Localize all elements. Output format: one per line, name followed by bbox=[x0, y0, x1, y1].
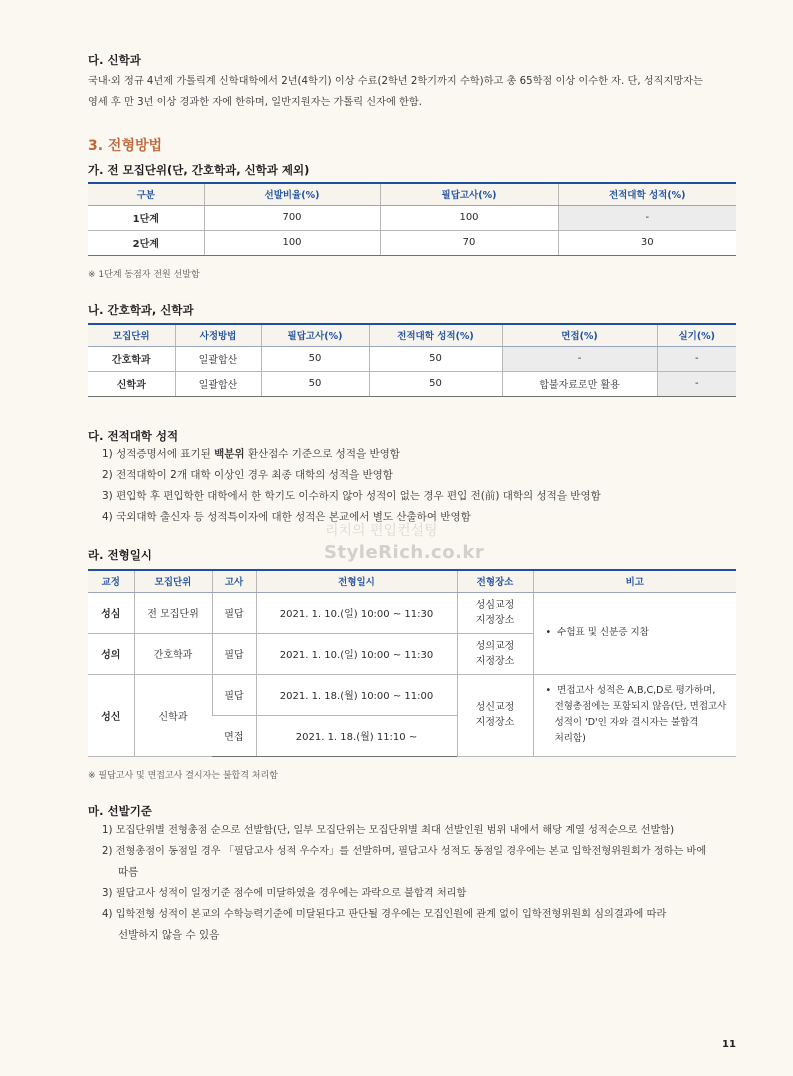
ga-cell: 70 bbox=[380, 230, 558, 255]
ra-remark-text: 처리함) bbox=[554, 733, 586, 744]
ga-cell: 100 bbox=[380, 205, 558, 230]
ra-remark-text: 면접고사 성적은 A,B,C,D로 평가하며, bbox=[557, 685, 716, 696]
da-heading: 다. 전적대학 성적 bbox=[88, 429, 179, 443]
na-cell: 일괄합산 bbox=[175, 371, 261, 396]
theology-paragraph-line1: 국내·외 정규 4년제 가톨릭계 신학대학에서 2년(4학기) 이상 수료(2학년 2학기까지 수학)하고 총 65학점 이상 이수한 자. 단, 성직지망자는 bbox=[88, 76, 703, 87]
ra-header-cell: 모집단위 bbox=[134, 570, 212, 592]
ra-place bbox=[457, 633, 533, 674]
ga-row-label: 2단계 bbox=[88, 230, 204, 255]
na-cell: - bbox=[657, 371, 736, 396]
na-cell: - bbox=[502, 346, 657, 371]
ga-heading: 가. 전 모집단위(단, 간호학과, 신학과 제외) bbox=[88, 163, 310, 177]
ra-cell: 필답 bbox=[212, 592, 256, 633]
ra-header-cell: 전형일시 bbox=[256, 570, 457, 592]
na-cell: 50 bbox=[369, 346, 502, 371]
ra-place-line: 성심교정 bbox=[475, 599, 515, 611]
table-row bbox=[88, 230, 736, 255]
ra-cell: 간호학과 bbox=[134, 633, 212, 674]
ra-place-line: 성신교정 bbox=[475, 702, 515, 713]
section-3-title: 3. 전형방법 bbox=[88, 138, 163, 154]
bullet: • bbox=[545, 685, 552, 696]
ra-cell: 전 모집단위 bbox=[134, 592, 212, 633]
ra-table bbox=[88, 569, 736, 757]
ra-remark-text: 성적이 'D'인 자와 결시자는 불합격 bbox=[554, 717, 699, 728]
table-row bbox=[88, 674, 736, 715]
ra-cell: 면접 bbox=[212, 715, 256, 756]
ra-place-line: 지정장소 bbox=[475, 614, 515, 626]
ra-campus: 성신 bbox=[88, 674, 134, 756]
ra-remark-text: 전형총점에는 포함되지 않음(단, 면접고사 bbox=[554, 701, 727, 712]
ma-item-3: 3) 필답고사 성적이 일정기준 점수에 미달하였을 경우에는 과락으로 불합격 처리함 bbox=[102, 888, 467, 899]
na-cell: 일괄합산 bbox=[175, 346, 261, 371]
ra-remark-1 bbox=[533, 592, 736, 674]
na-heading: 나. 간호학과, 신학과 bbox=[88, 303, 194, 317]
na-header-cell: 사정방법 bbox=[175, 324, 261, 346]
ga-note: ※ 1단계 동점자 전원 선발함 bbox=[88, 270, 200, 280]
ra-header-cell: 고사 bbox=[212, 570, 256, 592]
na-header-cell: 모집단위 bbox=[88, 324, 175, 346]
ga-cell: 30 bbox=[558, 230, 736, 255]
na-cell: 50 bbox=[261, 346, 369, 371]
ra-place-line: 지정장소 bbox=[475, 717, 515, 728]
ra-remark-2 bbox=[533, 674, 736, 756]
ga-header-cell: 선발비율(%) bbox=[204, 183, 380, 205]
ra-heading: 라. 전형일시 bbox=[88, 548, 152, 562]
na-cell: 합불자료로만 활용 bbox=[502, 371, 657, 396]
ga-header-cell: 전적대학 성적(%) bbox=[558, 183, 736, 205]
table-row bbox=[88, 346, 736, 371]
na-row-label: 신학과 bbox=[88, 371, 175, 396]
na-row-label: 간호학과 bbox=[88, 346, 175, 371]
ga-cell: 100 bbox=[204, 230, 380, 255]
ra-place-line: 지정장소 bbox=[475, 655, 515, 667]
da-item-1-pre: 1) 성적증명서에 표기된 bbox=[102, 448, 215, 460]
ra-cell: 2021. 1. 10.(일) 10:00 ~ 11:30 bbox=[256, 592, 457, 633]
ga-header-cell: 구분 bbox=[88, 183, 204, 205]
ma-item-2-cont: 따름 bbox=[118, 866, 139, 878]
ra-cell: 2021. 1. 18.(월) 10:00 ~ 11:00 bbox=[256, 674, 457, 715]
ra-campus: 성심 bbox=[88, 592, 134, 633]
ga-cell: 700 bbox=[204, 205, 380, 230]
ra-place-line: 성의교정 bbox=[475, 640, 515, 652]
ra-campus: 성의 bbox=[88, 633, 134, 674]
na-header-cell: 면접(%) bbox=[502, 324, 657, 346]
watermark: StyleRich.co.kr bbox=[324, 542, 485, 563]
table-row bbox=[88, 592, 736, 633]
ra-cell: 필답 bbox=[212, 633, 256, 674]
ga-table bbox=[88, 182, 736, 256]
ra-cell: 필답 bbox=[212, 674, 256, 715]
table-row bbox=[88, 205, 736, 230]
na-cell: 50 bbox=[369, 371, 502, 396]
ma-item-2: 2) 전형총점이 동점일 경우 「필답고사 성적 우수자」를 선발하며, 필답고사 성적도 동점일 경우에는 본교 입학전형위원회가 정하는 바에 bbox=[102, 846, 707, 857]
da-item-3: 3) 편입학 후 편입학한 대학에서 한 학기도 이수하지 않아 성적이 없는 경우 편입 전(前) 대학의 성적을 반영함 bbox=[102, 490, 601, 502]
ga-header-cell: 필답고사(%) bbox=[380, 183, 558, 205]
ma-item-4: 4) 입학전형 성적이 본교의 수학능력기준에 미달된다고 판단될 경우에는 모집인원에 관계 없이 입학전형위원회 심의결과에 따라 bbox=[102, 909, 667, 920]
ra-header-cell: 교정 bbox=[88, 570, 134, 592]
da-item-1 bbox=[88, 444, 400, 465]
theology-heading: 다. 신학과 bbox=[88, 53, 141, 67]
na-table bbox=[88, 323, 736, 397]
da-item-1-bold: 백분위 bbox=[214, 448, 245, 460]
ga-cell: - bbox=[558, 205, 736, 230]
ra-footnote: ※ 필답고사 및 면접고사 결시자는 불합격 처리함 bbox=[88, 771, 278, 781]
na-cell: - bbox=[657, 346, 736, 371]
bullet: • bbox=[545, 627, 552, 638]
page-number: 11 bbox=[722, 1039, 736, 1050]
da-item-1-post: 환산점수 기준으로 성적을 반영함 bbox=[244, 448, 400, 460]
ra-header-cell: 비고 bbox=[533, 570, 736, 592]
ra-place bbox=[457, 592, 533, 633]
theology-paragraph-line2: 영세 후 만 3년 이상 경과한 자에 한하며, 일반지원자는 가톨릭 신자에 한함. bbox=[88, 97, 422, 108]
ra-place bbox=[457, 674, 533, 756]
ma-item-4-cont: 선발하지 않을 수 있음 bbox=[118, 929, 220, 941]
na-header-cell: 전적대학 성적(%) bbox=[369, 324, 502, 346]
na-header-cell: 필답고사(%) bbox=[261, 324, 369, 346]
na-header-cell: 실기(%) bbox=[657, 324, 736, 346]
table-row bbox=[88, 371, 736, 396]
ga-row-label: 1단계 bbox=[88, 205, 204, 230]
ra-cell: 2021. 1. 18.(월) 11:10 ~ bbox=[256, 715, 457, 756]
watermark-tagline: 리치의 편입컨설팅 bbox=[325, 523, 438, 539]
da-item-4: 4) 국외대학 출신자 등 성적특이자에 대한 성적은 본교에서 별도 산출하여 반영함 bbox=[102, 511, 471, 523]
da-item-2: 2) 전적대학이 2개 대학 이상인 경우 최종 대학의 성적을 반영함 bbox=[102, 469, 393, 481]
ma-item-1: 1) 모집단위별 전형총점 순으로 선발함(단, 일부 모집단위는 모집단위별 최대 선발인원 범위 내에서 해당 계열 성적순으로 선발함) bbox=[102, 825, 675, 836]
ra-cell: 신학과 bbox=[134, 674, 212, 756]
ma-heading: 마. 선발기준 bbox=[88, 804, 152, 818]
ra-cell: 2021. 1. 10.(일) 10:00 ~ 11:30 bbox=[256, 633, 457, 674]
ra-remark-text: 수험표 및 신분증 지참 bbox=[557, 627, 649, 638]
na-cell: 50 bbox=[261, 371, 369, 396]
ra-header-cell: 전형장소 bbox=[457, 570, 533, 592]
